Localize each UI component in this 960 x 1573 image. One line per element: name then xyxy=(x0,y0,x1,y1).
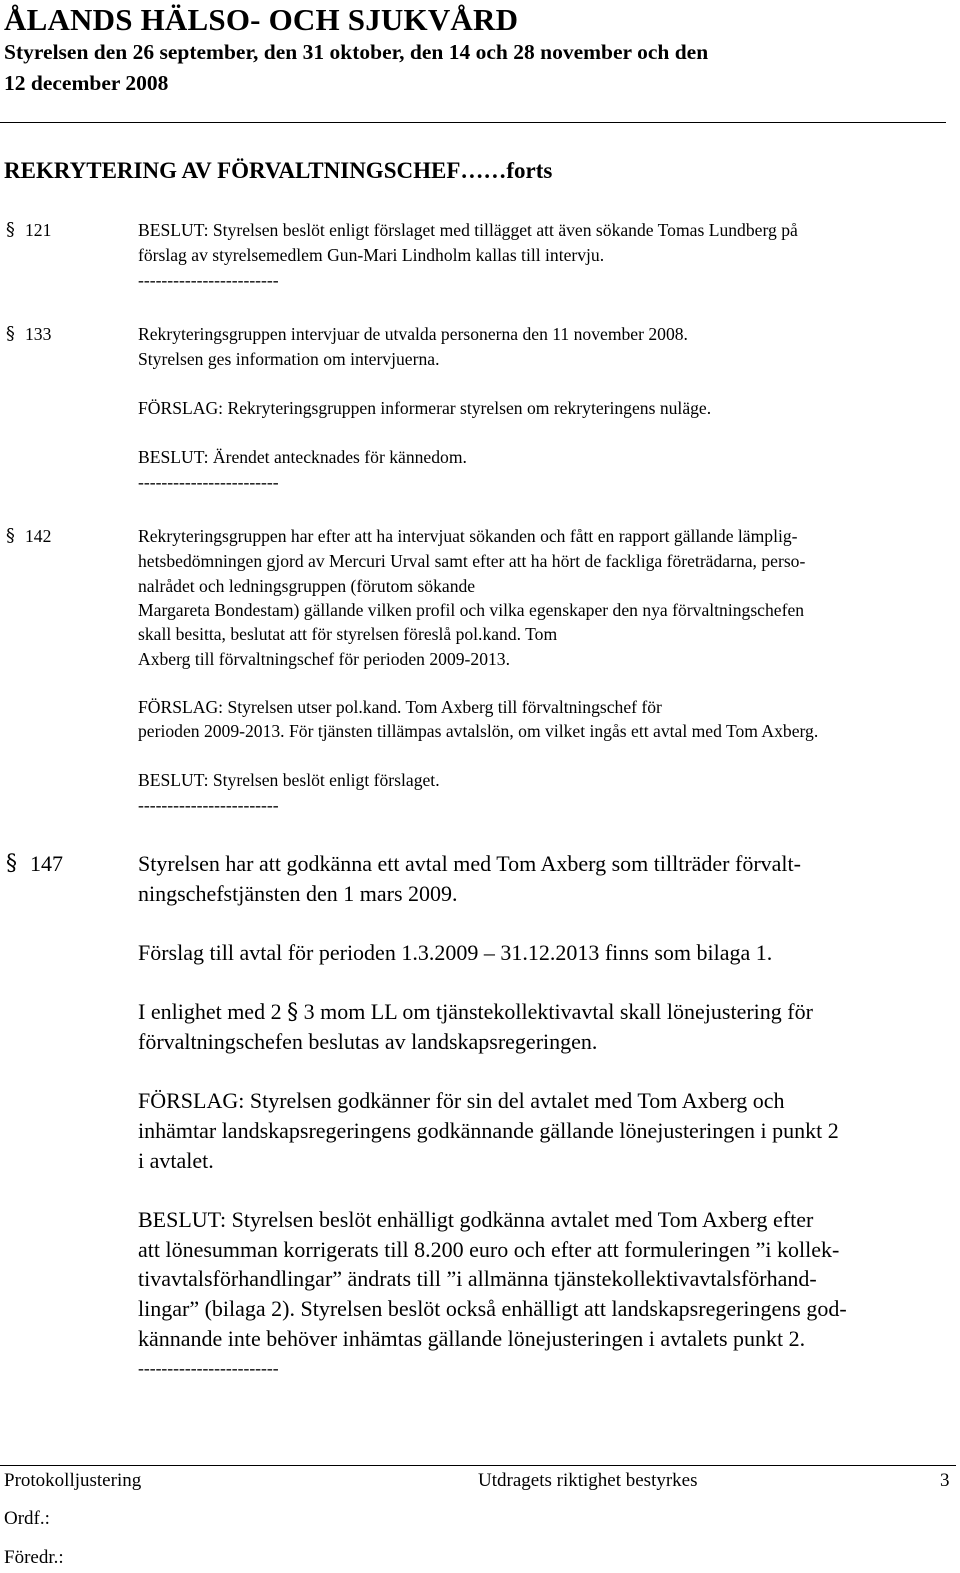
item-text-line: förvaltningschefen beslutas av landskapsregeringen. xyxy=(138,1029,598,1054)
ll-text-before: I enlighet med 2 xyxy=(138,999,282,1024)
utdrag-label: Utdragets riktighet bestyrkes xyxy=(478,1470,698,1491)
forslag-text: perioden 2009-2013. För tjänsten tillämpas avtalslön, om vilket ingås ett avtal med Tom Axberg. xyxy=(138,721,819,741)
beslut-text: BESLUT: Styrelsen beslöt enhälligt godkänna avtalet med Tom Axberg efter xyxy=(138,1207,814,1232)
paragraph-sign: § xyxy=(6,324,15,344)
paragraph-sign: § xyxy=(6,220,15,240)
item-text-line: Rekryteringsgruppen intervjuar de utvalda personerna den 11 november 2008. xyxy=(138,324,688,344)
paragraph-sign: § xyxy=(287,1000,299,1025)
item-text-line: Styrelsen har att godkänna ett avtal med Tom Axberg som tillträder förvalt- xyxy=(138,851,801,876)
separator: ------------------------ xyxy=(138,1358,279,1378)
page-number: 3 xyxy=(940,1470,950,1491)
beslut-text: att lönesumman korrigerats till 8.200 euro och efter att formuleringen ”i kollek- xyxy=(138,1237,840,1262)
item-number: 121 xyxy=(25,220,52,240)
org-title: ÅLANDS HÄLSO- OCH SJUKVÅRD xyxy=(4,2,519,37)
paragraph-sign: § xyxy=(6,851,17,876)
item-text-line: Styrelsen ges information om intervjuerna. xyxy=(138,349,440,369)
forslag-text: FÖRSLAG: Styrelsen godkänner för sin del avtalet med Tom Axberg och xyxy=(138,1088,785,1113)
item-text-line: ningschefstjänsten den 1 mars 2009. xyxy=(138,881,458,906)
ordf-label: Ordf.: xyxy=(4,1508,50,1529)
footer-rule xyxy=(0,1465,956,1466)
item-text-line: Axberg till förvaltningschef för perioden 2009-2013. xyxy=(138,649,510,669)
ll-reference-line xyxy=(138,999,813,1025)
item-text-line: förslag av styrelsemedlem Gun-Mari Lindholm kallas till intervju. xyxy=(138,245,605,265)
separator: ------------------------ xyxy=(138,472,279,492)
item-text-line: hetsbedömningen gjord av Mercuri Urval samt efter att ha hört de fackliga företrädarna, perso- xyxy=(138,551,806,571)
bilaga-text: Förslag till avtal för perioden 1.3.2009 – 31.12.2013 finns som bilaga 1. xyxy=(138,940,773,965)
beslut-text: lingar” (bilaga 2). Styrelsen beslöt också enhälligt att landskapsregeringens god- xyxy=(138,1296,847,1321)
meeting-dates-line1: Styrelsen den 26 september, den 31 oktober, den 14 och 28 november och den xyxy=(4,40,709,64)
beslut-text: BESLUT: Ärendet antecknades för kännedom. xyxy=(138,447,467,467)
paragraph-sign: § xyxy=(6,526,15,546)
separator: ------------------------ xyxy=(138,270,279,290)
forslag-text: FÖRSLAG: Styrelsen utser pol.kand. Tom Axberg till förvaltningschef för xyxy=(138,697,662,717)
header-rule xyxy=(0,122,946,123)
beslut-text: kännande inte behöver inhämtas gällande lönejusteringen i avtalets punkt 2. xyxy=(138,1326,806,1351)
ll-text-after: 3 mom LL om tjänstekollektivavtal skall lönejustering för xyxy=(303,999,813,1024)
section-title: REKRYTERING AV FÖRVALTNINGSCHEF……forts xyxy=(4,158,553,183)
foredr-label: Föredr.: xyxy=(4,1547,64,1568)
meeting-dates-line2: 12 december 2008 xyxy=(4,71,169,95)
item-text-line: skall besitta, beslutat att för styrelsen föreslå pol.kand. Tom xyxy=(138,624,558,644)
beslut-text: BESLUT: Styrelsen beslöt enligt förslaget. xyxy=(138,770,440,790)
item-number: 147 xyxy=(30,851,63,876)
item-number: 142 xyxy=(25,526,52,546)
item-text-line: Rekryteringsgruppen har efter att ha intervjuat sökanden och fått en rapport gällande lämplig- xyxy=(138,526,798,546)
forslag-text: i avtalet. xyxy=(138,1148,214,1173)
forslag-text: FÖRSLAG: Rekryteringsgruppen informerar styrelsen om rekryteringens nuläge. xyxy=(138,398,712,418)
item-number: 133 xyxy=(25,324,52,344)
item-text-line: nalrådet och ledningsgruppen (förutom sökande xyxy=(138,576,476,596)
item-text-line: Margareta Bondestam) gällande vilken profil och vilka egenskaper den nya förvaltningschefen xyxy=(138,600,805,620)
separator: ------------------------ xyxy=(138,795,279,815)
protokolljustering-label: Protokolljustering xyxy=(4,1470,142,1491)
item-text-line: BESLUT: Styrelsen beslöt enligt förslaget med tillägget att även sökande Tomas Lundberg på xyxy=(138,220,798,240)
beslut-text: tivavtalsförhandlingar” ändrats till ”i allmänna tjänstekollektivavtalsförhand- xyxy=(138,1266,817,1291)
forslag-text: inhämtar landskapsregeringens godkännande gällande lönejusteringen i punkt 2 xyxy=(138,1118,839,1143)
